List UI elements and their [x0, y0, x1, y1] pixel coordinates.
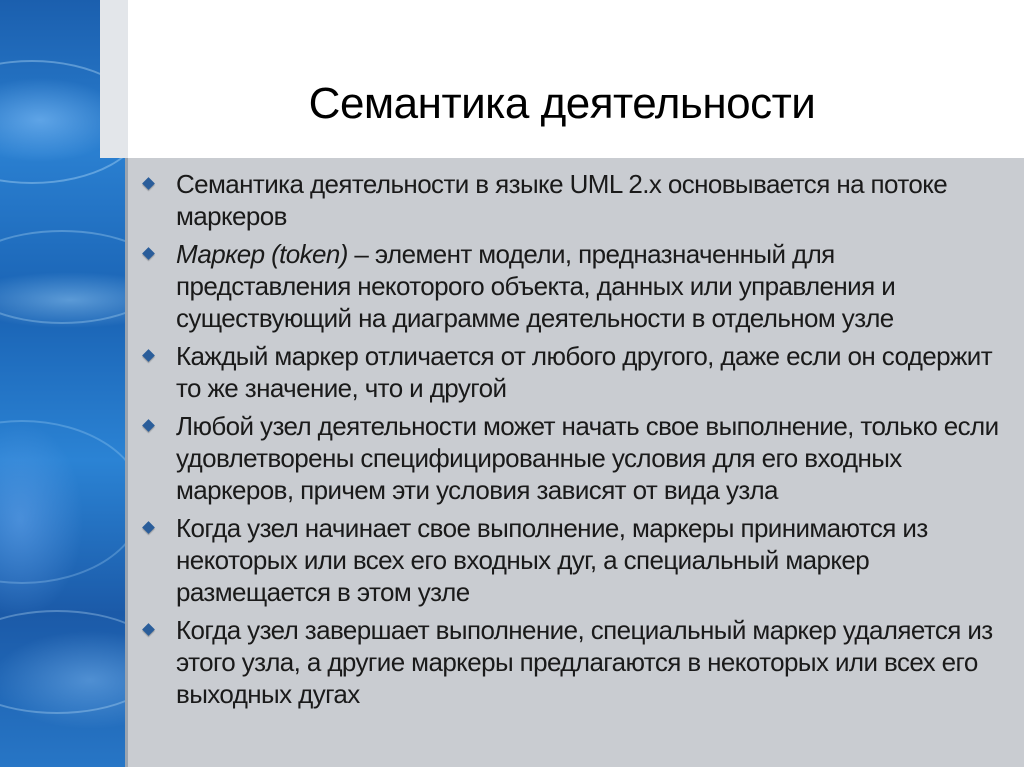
bullet-text: Когда узел завершает выполнение, специальный маркер удаляется из этого узла, а другие маркеры предлагаются в некоторых или всех его выходных дугах [176, 615, 993, 709]
slide-title: Семантика деятельности [308, 79, 816, 128]
decorative-wave [0, 610, 125, 714]
bullet-text: Семантика деятельности в языке UML 2.x основывается на потоке маркеров [176, 169, 948, 231]
bullet-item [140, 168, 1010, 232]
bullet-list [140, 168, 1010, 716]
diamond-bullet-icon [142, 623, 155, 636]
decorative-wave [0, 230, 125, 324]
bullet-item [140, 512, 1010, 608]
diamond-bullet-icon [142, 247, 155, 260]
decorative-wave [0, 420, 125, 584]
bullet-item [140, 614, 1010, 710]
bullet-item [140, 238, 1010, 334]
bullet-item [140, 340, 1010, 404]
diamond-bullet-icon [142, 521, 155, 534]
bullet-text: Когда узел начинает свое выполнение, маркеры принимаются из некоторых или всех его входных дуг, а специальный маркер размещается в этом узле [176, 513, 928, 607]
diamond-bullet-icon [142, 177, 155, 190]
bullet-term: Маркер (token) [176, 239, 348, 269]
bullet-item [140, 410, 1010, 506]
bullet-text: Любой узел деятельности может начать свое выполнение, только если удовлетворены специфицированные условия для его входных маркеров, причем эти условия зависят от вида узла [176, 411, 999, 505]
bullet-text: Каждый маркер отличается от любого другого, даже если он содержит то же значение, что и другой [176, 341, 993, 403]
bullet-text: – элемент модели, предназначенный для представления некоторого объекта, данных или управления и существующий на диаграмме деятельности в отдельном узле [176, 239, 896, 333]
diamond-bullet-icon [142, 349, 155, 362]
title-panel-shade [100, 0, 128, 158]
diamond-bullet-icon [142, 419, 155, 432]
